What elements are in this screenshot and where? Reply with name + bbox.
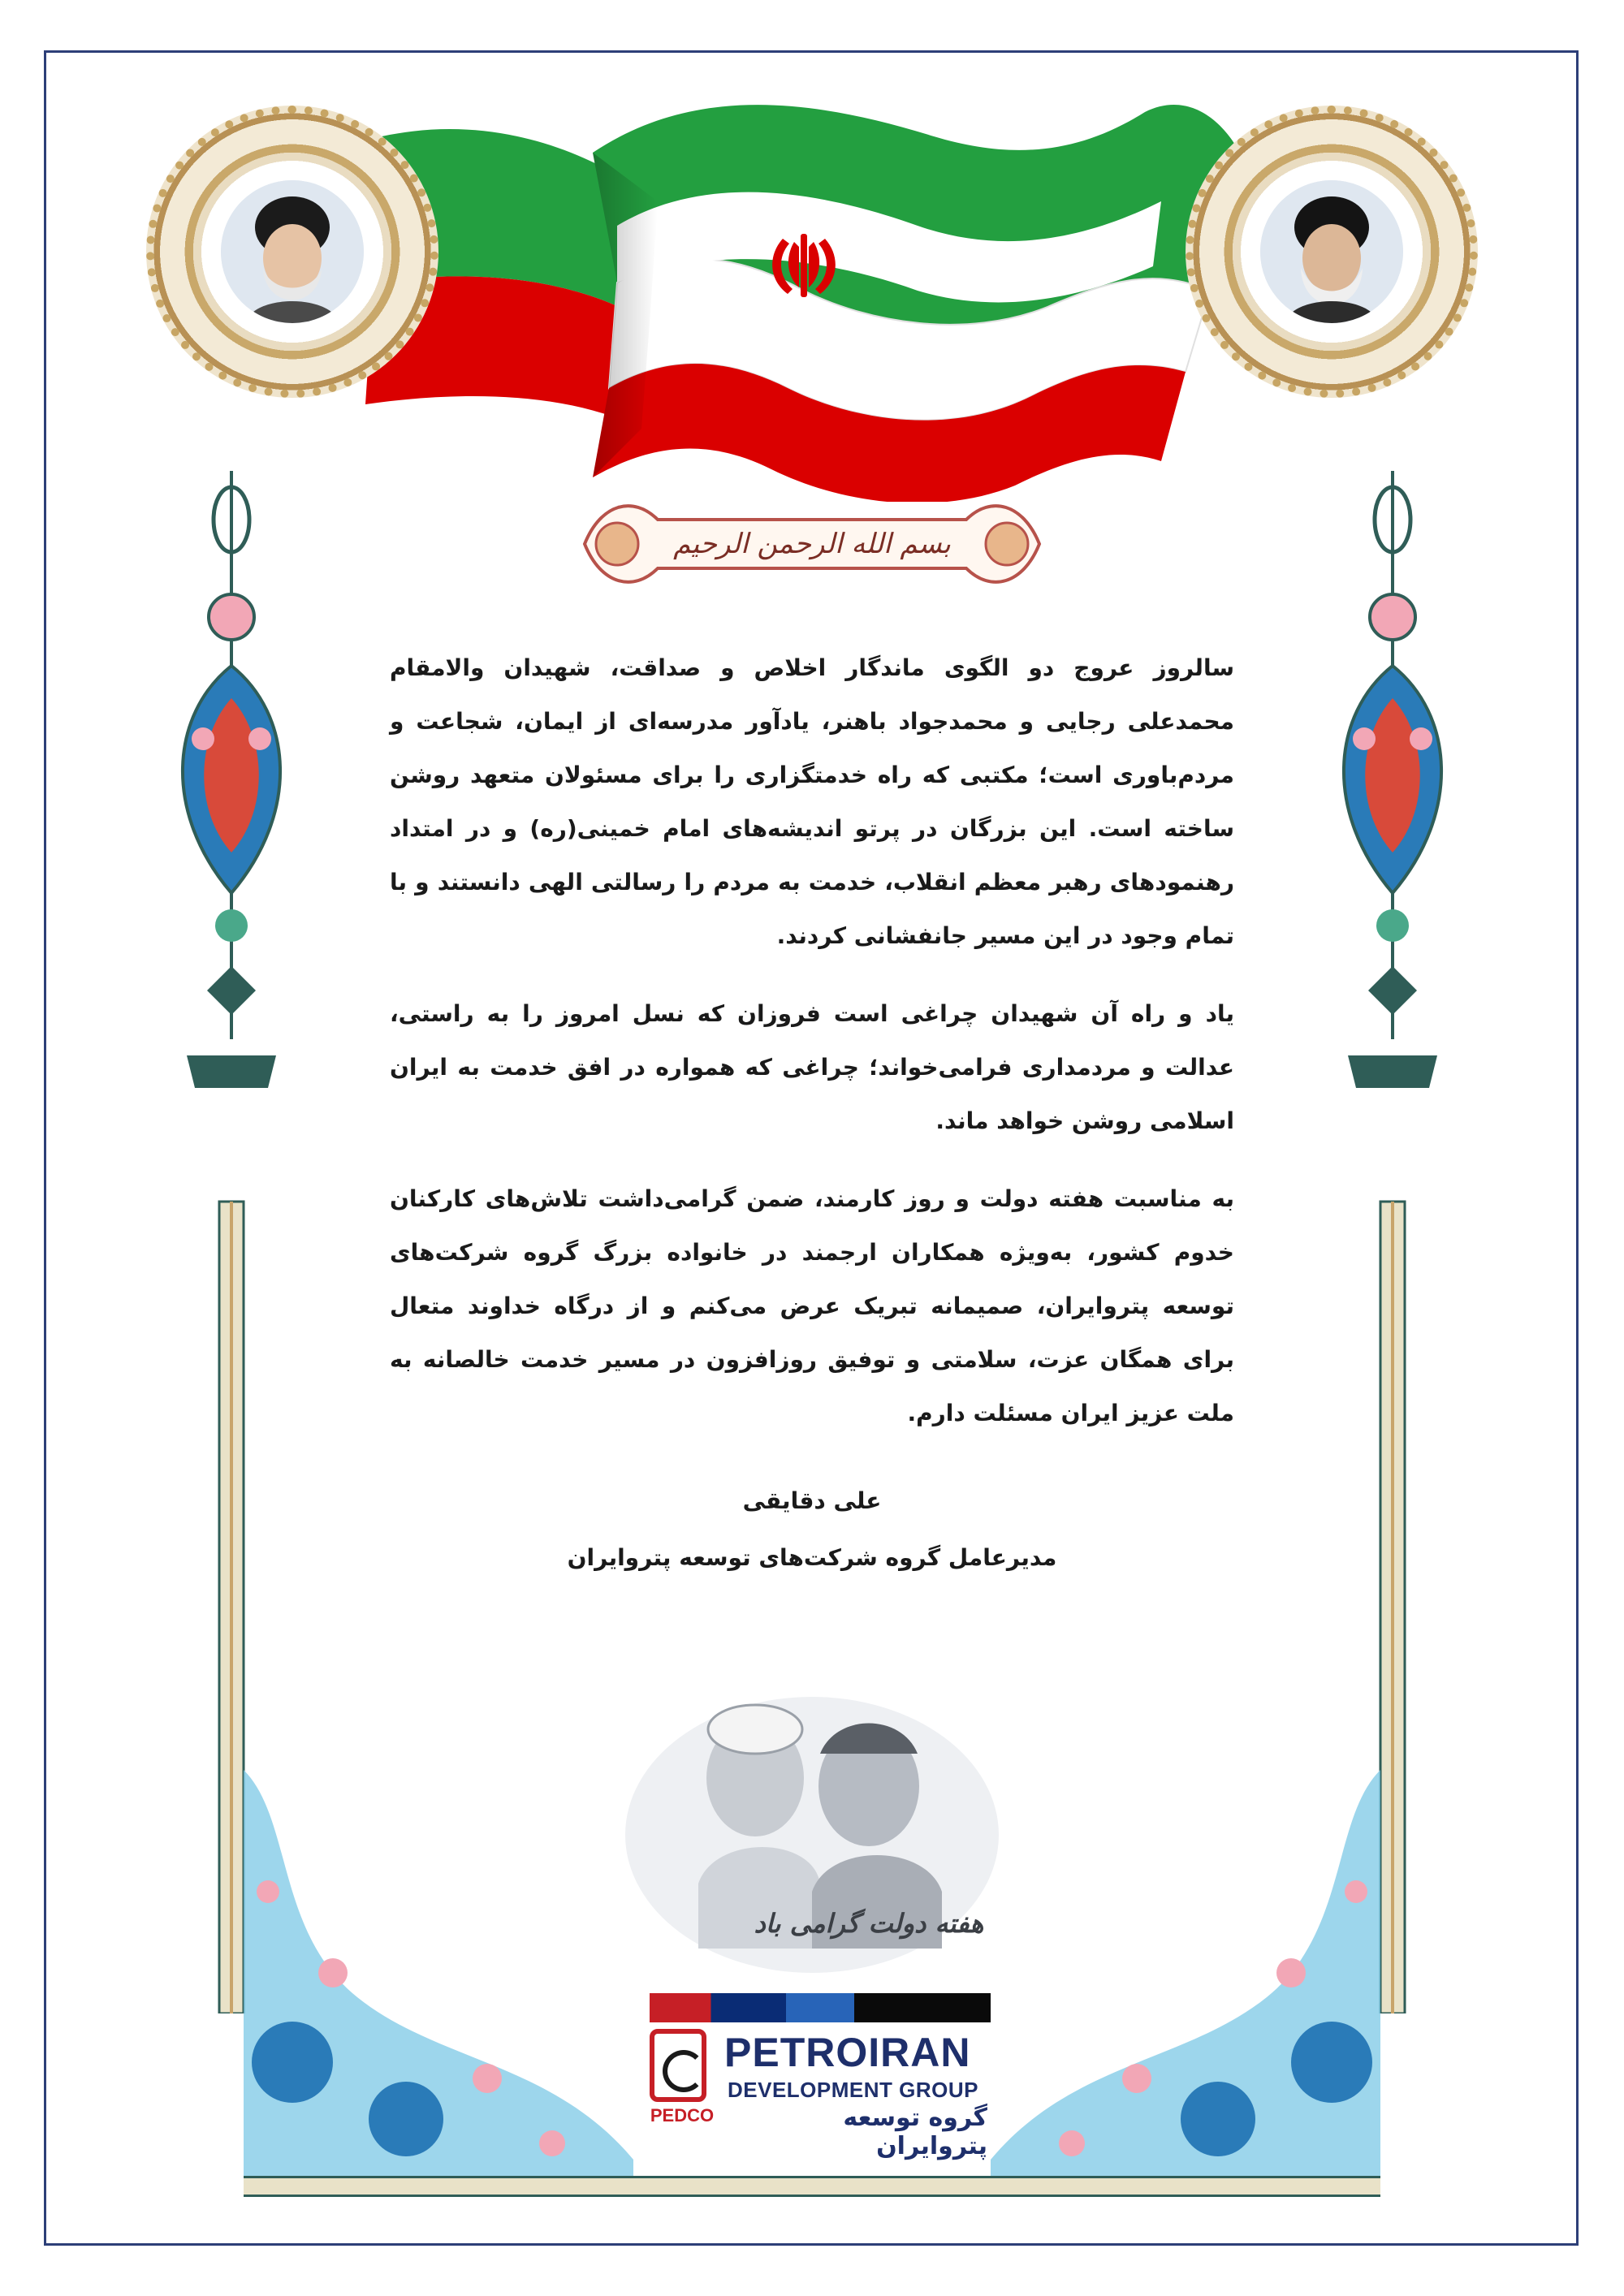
paragraph-3: به مناسبت هفته دولت و روز کارمند، ضمن گرامی‌داشت تلاش‌های کارکنان خدوم کشور، به‌ویژه همکاران ارجمند در خانواده بزرگ گروه شرکت‌های توسعه پتروایران، صمیمانه تبریک عرض می‌کنم و از درگاه خداوند متعال برای همگان عزت، سلامتی و توفیق روزافزون در مسیر خدمت خالصانه به ملت عزیز ایران مسئلت دارم. [390, 1185, 1234, 1426]
iran-flag-banner [349, 80, 1275, 502]
signatory-title: مدیرعامل گروه شرکت‌های توسعه پتروایران [567, 1544, 1057, 1571]
letter-body [390, 641, 1234, 1465]
logo-company-name: PETROIRAN [724, 2030, 971, 2075]
basmala-text: بسم الله الرحمن الرحیم [673, 528, 951, 560]
paragraph-1: سالروز عروج دو الگوی ماندگار اخلاص و صداقت، شهیدان والامقام محمدعلی رجایی و محمدجواد باهنر، یادآور مدرسه‌ای از ایمان، شجاعت و مردم‌باوری است؛ مکتبی که راه خدمتگزاری را برای مسئولان متعهد روشن ساخته است. این بزرگان در پرتو اندیشه‌های امام خمینی(ره) و در امتداد رهنمودهای رهبر معظم انقلاب، خدمت به مردم را رسالتی الهی دانستند و با تمام وجود در این مسیر جانفشانی کردند. [390, 654, 1234, 949]
logo-color-bar [650, 1993, 991, 2022]
portrait-image [1260, 180, 1403, 323]
basmala-cartouche [568, 487, 1056, 601]
bottom-border-band [244, 2176, 1380, 2197]
government-week-caption: هفته دولت گرامی باد [754, 1908, 984, 1939]
paragraph-2: یاد و راه آن شهیدان چراغی است فروزان که نسل امروز را به راستی، عدالت و مردمداری فرامی‌خواند؛ چراغی که همواره در افق خدمت به ایران اسلامی روشن خواهد ماند. [390, 1000, 1234, 1134]
logo-company-sub: DEVELOPMENT GROUP [728, 2078, 978, 2102]
ornament-bottom-right [991, 1770, 1380, 2176]
signatory-name: علی دقایقی [742, 1487, 882, 1514]
portrait-image [221, 180, 364, 323]
ornament-bottom-left [244, 1770, 633, 2176]
portrait-medallion-right [1186, 106, 1478, 398]
pedco-emblem-icon [650, 2029, 706, 2102]
logo-company-name-fa: گروه توسعه پتروایران [843, 2104, 987, 2160]
portrait-medallion-left [146, 106, 438, 398]
pedco-logo [650, 1993, 991, 2160]
martyrs-illustration [617, 1672, 1007, 1981]
logo-abbreviation: PEDCO [650, 2105, 715, 2126]
